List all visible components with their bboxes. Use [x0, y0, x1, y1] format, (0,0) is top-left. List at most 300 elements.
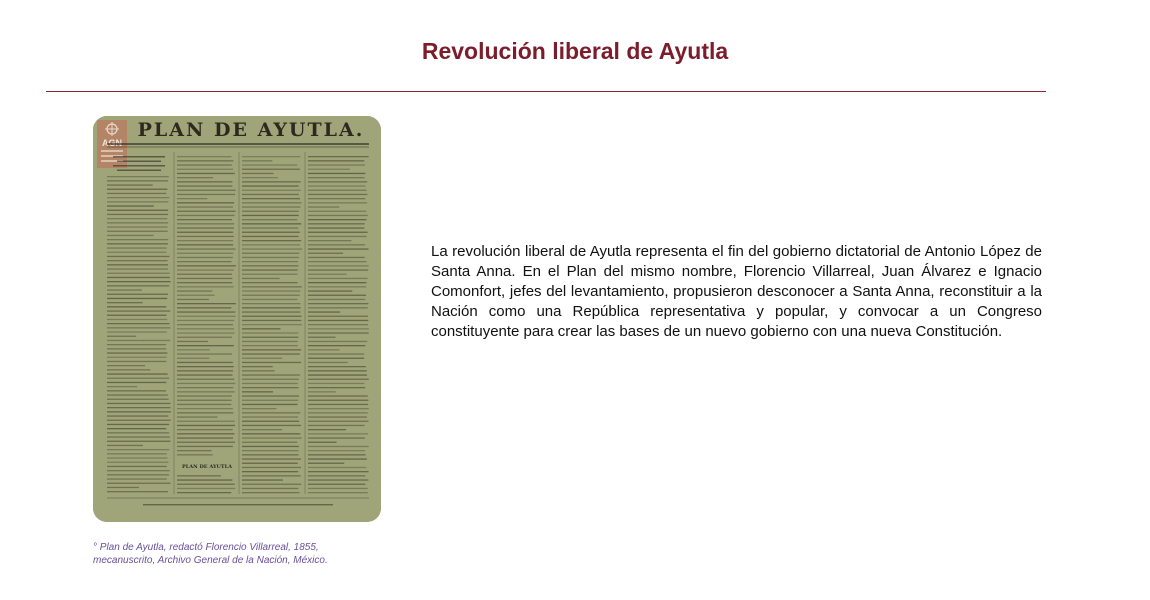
- print-line: [177, 206, 233, 207]
- print-line: [308, 400, 368, 401]
- print-line: [107, 466, 167, 467]
- print-line: [308, 248, 369, 249]
- print-line: [107, 428, 166, 429]
- print-line: [107, 441, 170, 442]
- print-line: [177, 349, 210, 350]
- print-line: [242, 349, 301, 350]
- print-line: [242, 450, 299, 451]
- print-line: [177, 429, 233, 430]
- title-divider: [46, 91, 1046, 92]
- print-line: [107, 205, 154, 206]
- print-line: [308, 286, 366, 287]
- print-line: [308, 370, 367, 371]
- print-line: [308, 194, 367, 195]
- print-line: [107, 277, 170, 278]
- print-line: [177, 274, 232, 275]
- print-line: [242, 446, 299, 447]
- print-line: [177, 479, 232, 480]
- print-line: [242, 488, 298, 489]
- print-line: [242, 190, 301, 191]
- print-line: [308, 185, 366, 186]
- print-line: [107, 445, 143, 446]
- print-line: [242, 261, 298, 262]
- print-line: [177, 337, 232, 338]
- print-line: [107, 344, 166, 345]
- print-line: [308, 173, 366, 174]
- print-line: [177, 400, 232, 401]
- print-line: [107, 373, 168, 374]
- print-line: [308, 404, 368, 405]
- print-line: [107, 365, 145, 366]
- print-line: [177, 295, 215, 296]
- print-line: [308, 425, 365, 426]
- print-line: [308, 358, 364, 359]
- print-line: [107, 256, 169, 257]
- print-line: [242, 202, 302, 203]
- print-line: [177, 404, 231, 405]
- print-line: [107, 243, 168, 244]
- print-line: [177, 316, 236, 317]
- print-line: [107, 399, 169, 400]
- print-line: [177, 194, 235, 195]
- print-line: [177, 278, 232, 279]
- print-line: [242, 269, 298, 270]
- plan-de-ayutla-image: [93, 116, 381, 522]
- print-line: [242, 362, 301, 363]
- agn-logo-text: AGN: [102, 138, 122, 148]
- print-line: [308, 219, 367, 220]
- print-line: [177, 290, 212, 291]
- print-line: [242, 366, 273, 367]
- print-line: [242, 492, 300, 493]
- print-line: [107, 273, 170, 274]
- print-line: [107, 432, 169, 433]
- print-line: [177, 269, 234, 270]
- print-line: [177, 358, 209, 359]
- print-line: [177, 488, 235, 489]
- document-scan-illustration: [93, 116, 381, 522]
- print-line: [308, 278, 368, 279]
- print-line: [242, 227, 298, 228]
- caption-line-1: ° Plan de Ayutla, redactó Florencio Villarreal, 1855,: [93, 542, 319, 553]
- print-line: [177, 324, 233, 325]
- print-line: [308, 206, 339, 207]
- print-line: [242, 458, 301, 459]
- print-line: [107, 247, 167, 248]
- print-line: [308, 471, 369, 472]
- print-line: [107, 268, 168, 269]
- print-line: [308, 454, 366, 455]
- print-line: [177, 211, 236, 212]
- print-line: [242, 282, 298, 283]
- print-line: [242, 253, 299, 254]
- print-line: [107, 302, 143, 303]
- print-line: [177, 475, 221, 476]
- print-line: [242, 194, 299, 195]
- print-line: [242, 475, 301, 476]
- print-line: [242, 370, 275, 371]
- print-line: [242, 185, 299, 186]
- print-line: [242, 429, 282, 430]
- print-line: [177, 198, 207, 199]
- print-line: [177, 395, 232, 396]
- print-line: [308, 391, 336, 392]
- print-line: [308, 177, 365, 178]
- print-line: [107, 357, 167, 358]
- print-line: [308, 253, 343, 254]
- print-line: [242, 471, 298, 472]
- print-line: [177, 484, 235, 485]
- print-line: [308, 349, 340, 350]
- print-line: [177, 223, 234, 224]
- print-line: [107, 420, 171, 421]
- print-line: [242, 395, 299, 396]
- print-line: [177, 353, 232, 354]
- print-line: [308, 265, 369, 266]
- print-line: [242, 437, 302, 438]
- print-line: [308, 366, 366, 367]
- print-line: [177, 442, 235, 443]
- print-line: [308, 416, 367, 417]
- print-line: [107, 298, 167, 299]
- print-line: [177, 433, 235, 434]
- print-line: [242, 198, 300, 199]
- print-line: [242, 219, 297, 220]
- print-line: [242, 433, 300, 434]
- page-title: Revolución liberal de Ayutla: [421, 38, 729, 64]
- print-line: [177, 169, 233, 170]
- print-line: [107, 176, 169, 177]
- print-line: [107, 260, 168, 261]
- print-heading-line: [113, 156, 165, 158]
- print-line: [308, 324, 368, 325]
- print-line: [308, 383, 364, 384]
- print-line: [242, 463, 298, 464]
- print-line: [308, 442, 337, 443]
- print-line: [107, 189, 167, 190]
- print-line: [177, 307, 231, 308]
- print-line: [107, 315, 167, 316]
- print-line: [242, 265, 299, 266]
- print-line: [242, 358, 282, 359]
- print-line: [177, 173, 235, 174]
- print-line: [177, 202, 234, 203]
- print-line: [242, 156, 300, 157]
- print-line: [242, 206, 300, 207]
- print-line: [308, 446, 369, 447]
- print-line: [308, 164, 365, 165]
- print-line: [242, 332, 299, 333]
- print-line: [308, 475, 365, 476]
- print-line: [107, 180, 168, 181]
- print-line: [308, 227, 364, 228]
- print-line: [308, 160, 364, 161]
- print-line: [107, 470, 170, 471]
- print-line: [242, 320, 301, 321]
- print-line: [242, 244, 300, 245]
- print-line: [308, 311, 340, 312]
- print-line: [308, 492, 368, 493]
- print-line: [308, 299, 365, 300]
- print-line: [242, 278, 280, 279]
- print-line: [242, 181, 301, 182]
- print-line: [242, 345, 298, 346]
- print-line: [308, 181, 367, 182]
- print-line: [177, 345, 234, 346]
- print-line: [242, 421, 299, 422]
- print-line: [177, 412, 233, 413]
- print-line: [177, 232, 233, 233]
- print-line: [308, 244, 365, 245]
- print-line: [242, 408, 277, 409]
- print-line: [177, 492, 231, 493]
- print-line: [242, 223, 301, 224]
- print-line: [107, 491, 168, 492]
- print-line: [308, 320, 368, 321]
- print-line: [107, 319, 167, 320]
- print-line: [177, 379, 234, 380]
- print-line: [308, 236, 367, 237]
- print-line: [107, 436, 170, 437]
- print-line: [242, 425, 301, 426]
- print-line: [308, 215, 368, 216]
- print-line: [107, 352, 167, 353]
- print-line: [107, 415, 168, 416]
- print-line: [177, 391, 235, 392]
- print-line: [308, 408, 369, 409]
- print-line: [242, 391, 273, 392]
- print-heading-line: [113, 165, 165, 167]
- print-line: [177, 236, 234, 237]
- print-line: [242, 164, 297, 165]
- print-line: [177, 190, 236, 191]
- print-line: [107, 394, 168, 395]
- print-line: [242, 353, 300, 354]
- print-line: [308, 223, 365, 224]
- print-line: [242, 400, 298, 401]
- print-footer-line: [143, 504, 333, 505]
- print-line: [242, 274, 298, 275]
- print-line: [177, 328, 234, 329]
- print-line: [177, 177, 213, 178]
- print-line: [107, 340, 170, 341]
- print-line: [107, 226, 168, 227]
- print-line: [177, 181, 232, 182]
- print-line: [107, 411, 171, 412]
- print-line: [308, 202, 367, 203]
- document-subheading: PLAN DE AYUTLA: [181, 464, 233, 470]
- print-line: [308, 387, 365, 388]
- print-line: [308, 232, 368, 233]
- print-line: [177, 311, 235, 312]
- print-line: [308, 169, 350, 170]
- print-line: [242, 236, 299, 237]
- print-line: [107, 281, 171, 282]
- description-paragraph: La revolución liberal de Ayutla representa el fin del gobierno dictatorial de Antonio López de Santa Anna. En el Plan del mismo nombre, Florencio Villarreal, Juan Álvarez e Ignacio Comonfort, jefes del levantamiento, propusieron desconocer a Santa Anna, reconstituir a la Nación como una República representativa y popular, y convocar a un Congreso constituyente para crear las bases de un nuevo gobierno con una nueva Constitución.: [431, 243, 1042, 340]
- print-line: [242, 290, 300, 291]
- image-caption: [93, 541, 393, 567]
- print-line: [107, 201, 168, 202]
- print-line: [242, 240, 301, 241]
- print-line: [177, 454, 213, 455]
- print-line: [242, 479, 283, 480]
- print-line: [107, 222, 168, 223]
- print-line: [177, 421, 235, 422]
- print-line: [308, 303, 368, 304]
- print-line: [177, 282, 232, 283]
- print-line: [308, 156, 369, 157]
- print-line: [308, 295, 366, 296]
- print-line: [308, 316, 368, 317]
- print-line: [308, 328, 369, 329]
- print-line: [242, 454, 299, 455]
- print-line: [242, 286, 302, 287]
- print-line: [177, 215, 235, 216]
- print-line: [242, 311, 300, 312]
- print-line: [107, 235, 154, 236]
- print-line: [242, 303, 300, 304]
- print-line: [107, 252, 166, 253]
- print-line: [107, 369, 150, 370]
- print-line: [308, 467, 366, 468]
- print-line: [107, 323, 170, 324]
- print-line: [242, 467, 301, 468]
- print-line: [308, 374, 367, 375]
- print-line: [107, 386, 137, 387]
- print-line: [107, 449, 169, 450]
- print-line: [107, 483, 171, 484]
- print-line: [308, 274, 347, 275]
- print-line: [308, 429, 346, 430]
- print-line: [107, 218, 167, 219]
- print-line: [177, 437, 233, 438]
- print-line: [308, 198, 365, 199]
- print-line: [242, 295, 300, 296]
- print-line: [308, 458, 367, 459]
- print-line: [308, 211, 366, 212]
- print-line: [242, 374, 300, 375]
- print-line: [242, 328, 281, 329]
- print-line: [177, 366, 234, 367]
- print-line: [177, 257, 233, 258]
- print-line: [107, 474, 169, 475]
- print-line: [177, 164, 232, 165]
- print-line: [107, 462, 169, 463]
- print-line: [308, 395, 368, 396]
- print-line: [177, 408, 233, 409]
- print-line: [177, 261, 232, 262]
- print-line: [107, 390, 166, 391]
- print-line: [242, 215, 299, 216]
- print-line: [308, 412, 368, 413]
- print-line: [177, 332, 235, 333]
- print-line: [308, 379, 369, 380]
- print-line: [308, 345, 365, 346]
- print-line: [107, 348, 166, 349]
- print-line: [107, 294, 168, 295]
- print-line: [107, 310, 170, 311]
- print-line: [177, 185, 232, 186]
- print-line: [308, 261, 367, 262]
- print-line: [177, 320, 234, 321]
- print-heading-line: [117, 161, 161, 163]
- print-line: [308, 290, 352, 291]
- print-line: [107, 382, 166, 383]
- print-line: [242, 177, 278, 178]
- print-line: [308, 332, 369, 333]
- print-line: [242, 337, 299, 338]
- print-line: [308, 450, 365, 451]
- print-line: [177, 303, 236, 304]
- print-line: [177, 265, 236, 266]
- print-line: [242, 324, 302, 325]
- print-line: [308, 282, 367, 283]
- print-line: [107, 193, 166, 194]
- print-line: [242, 257, 299, 258]
- print-line: [242, 412, 300, 413]
- print-line: [107, 407, 171, 408]
- print-line: [107, 285, 169, 286]
- print-line: [107, 306, 166, 307]
- print-line: [177, 253, 233, 254]
- print-line: [308, 463, 344, 464]
- print-line: [107, 210, 168, 211]
- print-line: [177, 244, 233, 245]
- print-line: [107, 361, 166, 362]
- print-line: [107, 327, 170, 328]
- print-line: [308, 488, 368, 489]
- print-line: [177, 248, 236, 249]
- print-line: [107, 336, 136, 337]
- print-line: [242, 299, 298, 300]
- print-line: [242, 232, 300, 233]
- print-line: [177, 383, 235, 384]
- print-line: [242, 416, 298, 417]
- print-line: [177, 219, 232, 220]
- print-line: [242, 383, 298, 384]
- print-line: [177, 446, 233, 447]
- print-line: [177, 240, 233, 241]
- print-line: [242, 248, 302, 249]
- print-line: [242, 442, 297, 443]
- print-line: [242, 379, 299, 380]
- print-line: [107, 239, 168, 240]
- print-line: [177, 160, 233, 161]
- print-line: [107, 487, 139, 488]
- print-line: [308, 433, 368, 434]
- print-line: [308, 362, 348, 363]
- print-line: [107, 197, 169, 198]
- print-line: [107, 331, 167, 332]
- print-line: [177, 425, 235, 426]
- print-line: [242, 169, 300, 170]
- print-heading-line: [117, 170, 161, 172]
- print-line: [308, 341, 367, 342]
- print-line: [242, 484, 301, 485]
- print-line: [308, 269, 368, 270]
- print-line: [308, 190, 367, 191]
- print-line: [177, 286, 234, 287]
- document-headline: PLAN DE AYUTLA.: [137, 119, 365, 141]
- print-line: [177, 374, 233, 375]
- print-line: [308, 484, 365, 485]
- print-line: [107, 184, 153, 185]
- print-line: [107, 378, 169, 379]
- print-line: [242, 316, 302, 317]
- print-line: [107, 453, 167, 454]
- print-line: [177, 370, 233, 371]
- print-line: [107, 214, 168, 215]
